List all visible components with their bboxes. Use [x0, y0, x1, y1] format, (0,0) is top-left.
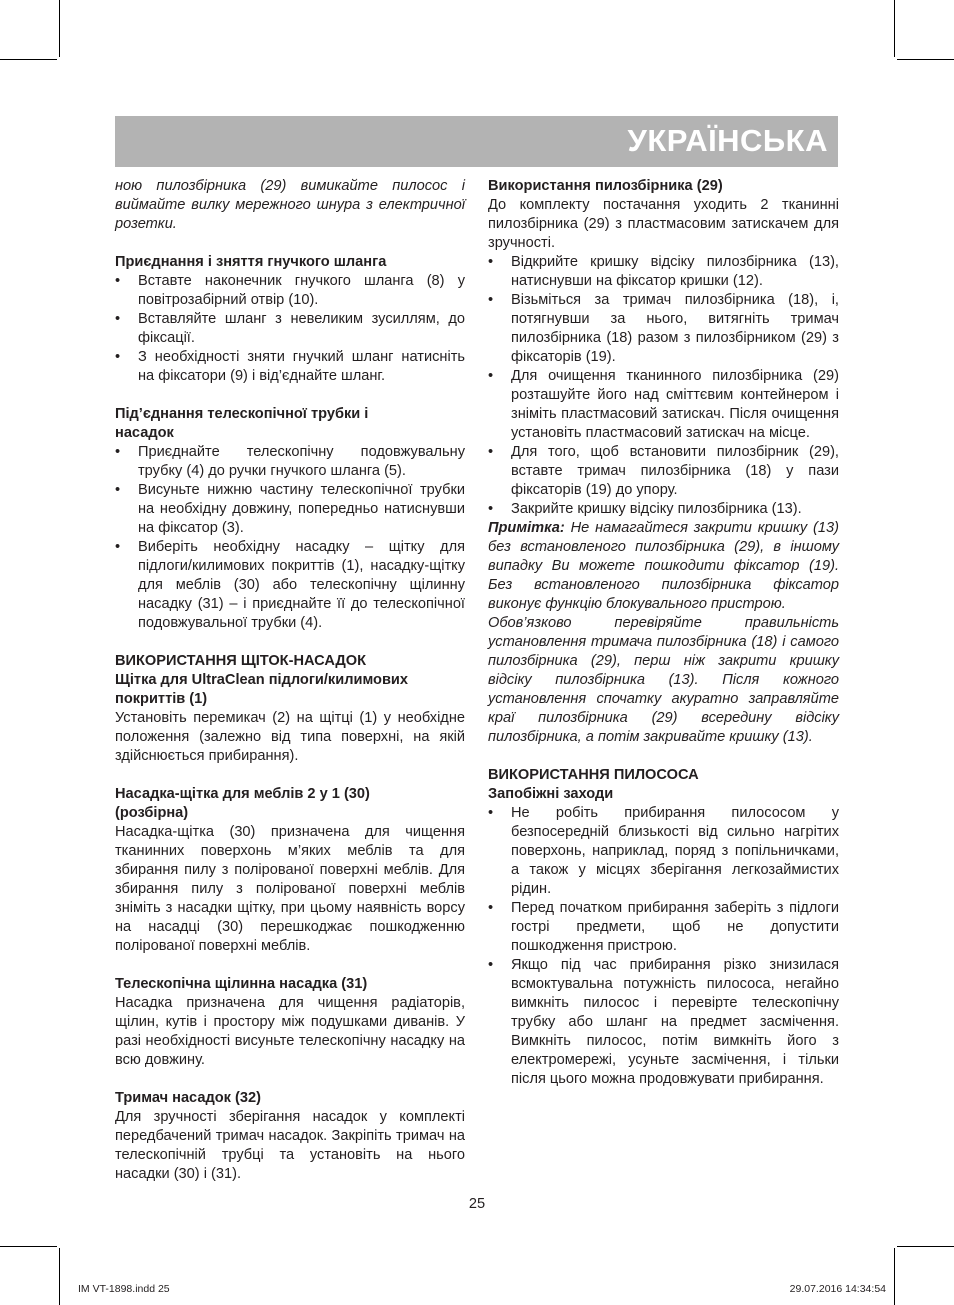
list-item: • Вставляйте шланг з невеликим зусиллям, до фіксації.: [115, 310, 465, 348]
left-column: [115, 177, 465, 1184]
section-title-tube: Під’єднання телескопічної трубки і: [115, 406, 369, 422]
hose-list: [115, 272, 465, 386]
section-title-furniture-brush: Насадка-щітка для меблів 2 у 1 (30): [115, 786, 370, 802]
list-item: • Висуньте нижню частину телескопічної трубки на необхідну довжину, попередньо натиснувши на фіксатор (3).: [115, 481, 465, 538]
footer-timestamp: 29.07.2016 14:34:54: [789, 1283, 886, 1295]
crop-mark: [0, 59, 57, 60]
section-title-furniture-brush-line2: (розбірна): [115, 805, 189, 821]
intro-paragraph: ною пилозбірника (29) вимикайте пилосос і виймайте вилку мережного шнура з електричної розетки.: [115, 178, 465, 232]
tube-list: [115, 443, 465, 633]
list-item: • Виберіть необхідну насадку – щітку для підлоги/килимових покриттів (1), насадку-щітку для меблів (30) або телескопічну щілинну насадку (31) – і приєднайте її до телескопічної подовжувальної трубки (4).: [115, 538, 465, 633]
crop-mark: [894, 1248, 895, 1305]
note-paragraph-2: Обов’язково перевіряйте правильність установлення тримача пилозбірника (18) і самого пилозбірника (29), перш ніж закрити кришку відсіку пилозбірника (13). Після кожного установлення спочатку акуратно заправляйте краї пилозбірника (29) всередину відсіку пилозбірника, а потім закривайте кришку (13).: [488, 615, 839, 745]
note-paragraph: [488, 519, 839, 614]
section-title-hose: Приєднання і зняття гнучкого шланга: [115, 254, 387, 270]
subsection-title-precautions: Запобіжні заходи: [488, 786, 614, 802]
page-number: 25: [468, 1196, 486, 1212]
crop-mark: [0, 1246, 57, 1247]
crop-mark: [59, 0, 60, 57]
floor-brush-text: Установіть перемикач (2) на щітці (1) у необхідне положення (залежно від типа поверхні, на якій здійснюється прибирання).: [115, 710, 465, 764]
dust-bag-intro: До комплекту постачання уходить 2 тканинні пилозбірника (29) з пластмасовим затискачем для зручності.: [488, 197, 839, 251]
crop-mark: [894, 0, 895, 57]
section-title-holder: Тримач насадок (32): [115, 1090, 261, 1106]
list-item: • З необхідності зняти гнучкий шланг натисніть на фіксатори (9) і від’єднайте шланг.: [115, 348, 465, 386]
subsection-title-floor-brush-line2: покриттів (1): [115, 691, 208, 707]
subsection-title-floor-brush: Щітка для UltraClean підлоги/килимових: [115, 672, 409, 688]
section-title-usage: ВИКОРИСТАННЯ ПИЛОСОСА: [488, 767, 699, 783]
list-item: • Візьміться за тримач пилозбірника (18), і, потягнувши за нього, витягніть тримач пилозбірника (18) разом з пилозбірником (29) з фіксаторів (19).: [488, 291, 839, 367]
note-text: Не намагайтеся закрити кришку (13) без встановленого пилозбірника (29), в іншому випадку Ви можете пошкодити фіксатор (19). Без встановленого пилозбірника фіксатор виконує функцію блокувального пристрою.: [488, 520, 840, 612]
list-item: • Закрийте кришку відсіку пилозбірника (13).: [488, 500, 839, 519]
section-title-tube-line2: насадок: [115, 425, 174, 441]
list-item: • Для очищення тканинного пилозбірника (29) розташуйте його над сміттєвим контейнером і зніміть пластмасовий затискач. Після очищення установіть пластмасовий затискач на місце.: [488, 367, 839, 443]
list-item: • Перед початком прибирання заберіть з підлоги гострі предмети, щоб не допустити пошкодження пристрою.: [488, 899, 839, 956]
holder-text: Для зручності зберігання насадок у комплекті передбачений тримач насадок. Закріпіть тримач на телескопічній трубці та установіть на нього насадки (30) і (31).: [115, 1109, 465, 1182]
crevice-text: Насадка призначена для чищення радіаторів, щілин, кутів і простору між подушками диванів. У разі необхідності висуньте телескопічну насадку на всю довжину.: [115, 995, 465, 1068]
list-item: • Не робіть прибирання пилососом у безпосередній близькості від сильно нагрітих поверхонь, наприклад, поряд з попільничками, а також у місцях зберігання легкозаймистих рідин.: [488, 804, 839, 899]
list-item: • Приєднайте телескопічну подовжувальну трубку (4) до ручки гнучкого шланга (5).: [115, 443, 465, 481]
section-title-dust-bag: Використання пилозбірника (29): [488, 178, 723, 194]
list-item: • Вставте наконечник гнучкого шланга (8) у повітрозабірний отвір (10).: [115, 272, 465, 310]
list-item: • Для того, щоб встановити пилозбірник (29), вставте тримач пилозбірника (18) у пази фіксаторів (19) до упору.: [488, 443, 839, 500]
crop-mark: [59, 1248, 60, 1305]
furniture-brush-text: Насадка-щітка (30) призначена для чищення тканинних поверхонь м’яких меблів та для збирання пилу з полірованої поверхні меблів. Для збирання пилу з полірованої поверхні меблів зніміть з насадки щітку, при цьому наявність ворсу на насадці (30) перешкоджає пошкодженню полірованої поверхні меблів.: [115, 824, 465, 954]
footer-filename: IM VT-1898.indd 25: [78, 1283, 170, 1295]
list-item: • Якщо під час прибирання різко знизилася всмоктувальна потужність пилососа, негайно вимкніть пилосос і перевірте телескопічну трубку або шланг на предмет засмічення. Вимкніть пилосос, потім вимкніть його з електромережі, усуньте засмічення, і тільки після цього можна продовжувати прибирання.: [488, 956, 839, 1089]
section-title-crevice: Телескопічна щілинна насадка (31): [115, 976, 368, 992]
language-header-band: [115, 116, 838, 167]
dust-bag-list: [488, 253, 839, 519]
right-column: [488, 177, 839, 1089]
crop-mark: [897, 1246, 954, 1247]
crop-mark: [897, 59, 954, 60]
list-item: • Відкрийте кришку відсіку пилозбірника (13), натиснувши на фіксатор кришки (12).: [488, 253, 839, 291]
language-title: УКРАЇНСЬКА: [627, 123, 828, 158]
precautions-list: [488, 804, 839, 1089]
note-label: Примітка:: [488, 520, 565, 536]
section-title-brushes: ВИКОРИСТАННЯ ЩІТОК-НАСАДОК: [115, 653, 367, 669]
